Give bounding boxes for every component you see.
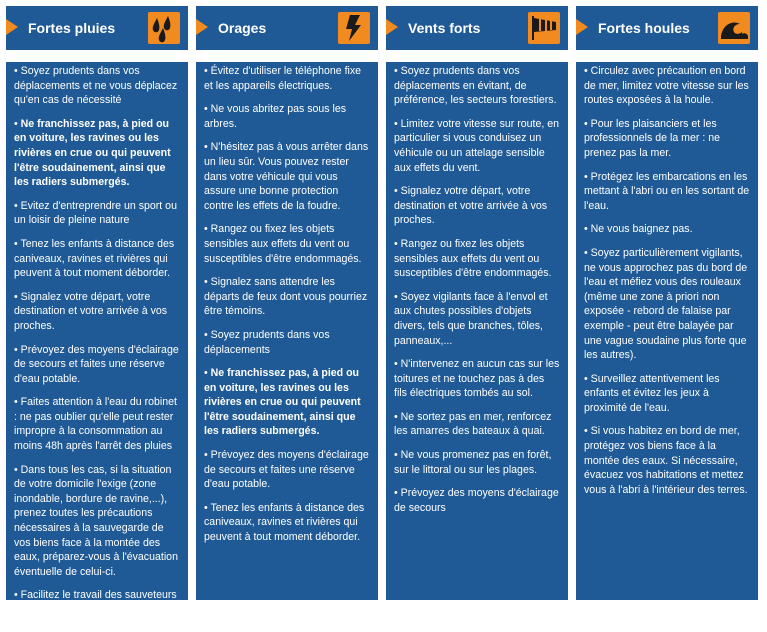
column-header [6, 6, 188, 52]
list-item: • Tenez les enfants à distance des caniveaux, ravines et rivières qui peuvent à tout moment déborder. [14, 237, 175, 280]
column-title: Fortes pluies [28, 20, 116, 36]
rain-drops-icon [148, 12, 180, 44]
list-item: • Ne vous promenez pas en forêt, sur le littoral ou sur les plages. [394, 449, 552, 476]
list-item: • Soyez vigilants face à l'envol et aux chutes possibles d'objets divers, tels que branches, tôles, panneaux,... [394, 290, 548, 347]
column-header [576, 6, 758, 52]
list-item: • Signalez votre départ, votre destination et votre arrivée à vos proches. [14, 290, 168, 332]
list-item: • Soyez prudents dans vos déplacements en évitant, de préférence, les secteurs forestiers. [394, 65, 557, 107]
column-fortes-pluies [6, 6, 188, 631]
list-item: • Tenez les enfants à distance des caniveaux, ravines et rivières qui peuvent à tout moment déborder. [204, 501, 365, 544]
column-title: Fortes houles [598, 20, 690, 36]
arrow-icon [196, 19, 208, 35]
wave-icon [718, 12, 750, 44]
arrow-icon [6, 19, 18, 35]
list-item: • N'hésitez pas à vous arrêter dans un lieu sûr. Vous pouvez rester dans votre véhicule qui vous assure une bonne protection contre les effets de la foudre. [204, 141, 369, 212]
list-item: • Soyez prudents dans vos déplacements [204, 328, 330, 356]
list-item: • Soyez particulièrement vigilants, ne vous approchez pas du bord de l'eau et méfiez vous des rouleaux (même une zone à priori non exposée - rebord de falaise par exemple - peut être balayée par une vague soudaine plus forte que les autres). [584, 246, 748, 362]
list-item: • Prévoyez des moyens d'éclairage de secours [394, 487, 559, 514]
column-title: Vents forts [408, 20, 481, 36]
list-item: • Signalez votre départ, votre destination et votre arrivée à vos proches. [394, 185, 548, 227]
column-body [386, 62, 568, 515]
column-body [196, 62, 378, 545]
list-item: • Évitez d'utiliser le téléphone fixe et les appareils électriques. [204, 65, 362, 92]
column-body [6, 62, 188, 632]
list-item: • Ne franchissez pas, à pied ou en voiture, les ravines ou les rivières en crue ou qui peuvent l'être soudainement, ainsi que les radiers submergés. [204, 367, 361, 438]
column-title: Orages [218, 20, 267, 36]
list-item: • Ne franchissez pas, à pied ou en voiture, les ravines ou les rivières en crue ou qui peuvent l'être soudainement, ainsi que les radiers submergés. [14, 117, 171, 189]
list-item: • Pour les plaisanciers et les professionnels de la mer : ne prenez pas la mer. [584, 117, 721, 159]
list-item: • Faites attention à l'eau du robinet : ne pas oublier qu'elle peut rester impropre à la consommation au moins 48h après l'arrêt des pluies [14, 396, 177, 453]
column-vents-forts [386, 6, 568, 600]
lightning-icon [338, 12, 370, 44]
list-item: • Rangez ou fixez les objets sensibles aux effets du vent ou susceptibles d'être endommagés. [204, 223, 362, 265]
column-orages [196, 6, 378, 600]
list-item: • Facilitez le travail des sauveteurs qui vous proposent une évacuation et soyez attentifs à leurs conseils. [14, 589, 179, 631]
list-item: • Dans tous les cas, si la situation de votre domicile l'exige (zone inondable, bordure de ravine,...), prenez toutes les précautions nécessaires à la sauvegarde de vos biens face à la montée des eaux, préparez-vous à l'évacuation éventuelle de celui-ci. [14, 463, 178, 578]
arrow-icon [386, 19, 398, 35]
list-item: • Soyez prudents dans vos déplacements et ne vous déplacez qu'en cas de nécessité [14, 65, 178, 107]
list-item: • N'intervenez en aucun cas sur les toitures et ne touchez pas à des fils électriques tombés au sol. [394, 358, 560, 400]
list-item: • Ne vous abritez pas sous les arbres. [204, 103, 347, 130]
list-item: • Prévoyez des moyens d'éclairage de secours et faites une réserve d'eau potable. [14, 343, 179, 385]
list-item: • Ne sortez pas en mer, renforcez les amarres des bateaux à quai. [394, 410, 552, 438]
list-item: • Limitez votre vitesse sur route, en particulier si vous conduisez un véhicule ou un attelage sensible aux effets du vent. [394, 117, 560, 174]
list-item: • Protégez les embarcations en les mettant à l'abri ou en les sortant de l'eau. [584, 170, 750, 212]
list-item: • Signalez sans attendre les départs de feux dont vous pourriez être témoins. [204, 276, 368, 318]
column-body [576, 62, 758, 497]
list-item: • Rangez ou fixez les objets sensibles aux effets du vent ou susceptibles d'être endommagés. [394, 237, 552, 280]
arrow-icon [576, 19, 588, 35]
list-item: • Ne vous baignez pas. [584, 223, 693, 236]
column-header [386, 6, 568, 52]
windsock-icon [528, 12, 560, 44]
list-item: • Prévoyez des moyens d'éclairage de secours et faites une réserve d'eau potable. [204, 449, 369, 491]
list-item: • Circulez avec précaution en bord de mer, limitez votre vitesse sur les routes exposées à la houle. [584, 65, 749, 107]
list-item: • Evitez d'entreprendre un sport ou un loisir de pleine nature [14, 199, 177, 227]
list-item: • Si vous habitez en bord de mer, protégez vos biens face à la montée des eaux. Si nécessaire, évacuez vos habitations et mettez vous à l'abri à l'intérieur des terres. [584, 425, 748, 496]
column-fortes-houles [576, 6, 758, 600]
column-header [196, 6, 378, 52]
list-item: • Surveillez attentivement les enfants et évitez les jeux à proximité de l'eau. [584, 372, 720, 414]
